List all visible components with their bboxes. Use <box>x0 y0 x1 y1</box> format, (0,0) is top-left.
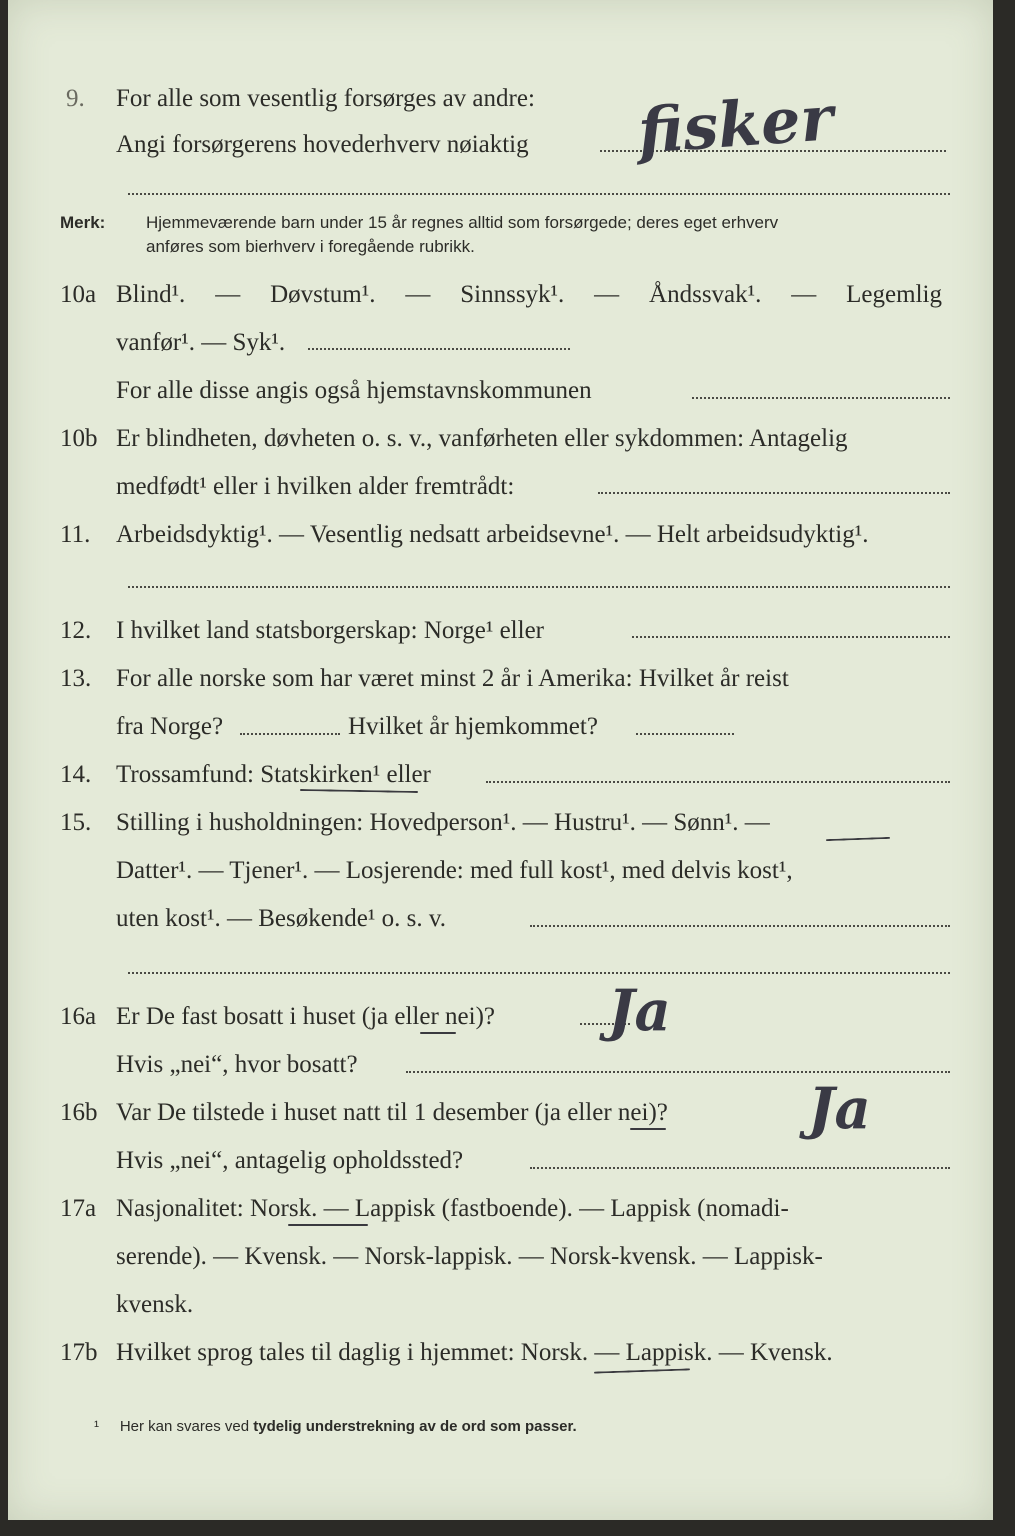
q16b-location-line <box>530 1167 950 1169</box>
norsk-underline-17a <box>288 1224 368 1226</box>
sonn-underline <box>826 837 890 841</box>
q10b-text-2: medfødt¹ eller i hvilken alder fremtrådt: <box>116 473 515 500</box>
q16a-handwritten-answer: Ja <box>608 978 671 1044</box>
q10b-text-1: Er blindheten, døvheten o. s. v., vanførheten eller sykdommen: Antagelig <box>116 425 848 452</box>
option-dovstum: Døvstum¹. <box>270 281 376 308</box>
dash: — <box>215 281 241 308</box>
footnote-text: Her kan svares ved <box>119 1418 250 1435</box>
merk-text-2: anføres som bierhverv i foregående rubrikk. <box>146 237 475 256</box>
q12-answer-line <box>632 636 950 638</box>
q10a-answer-line <box>308 348 570 350</box>
q16a-text-1: Er De fast bosatt i huset (ja eller nei)? <box>116 1003 496 1030</box>
q9-number: 9. <box>66 85 85 112</box>
q10a-text-3: For alle disse angis også hjemstavnskommunen <box>116 377 592 404</box>
q12-number: 12. <box>60 617 92 644</box>
option-legemlig: Legemlig <box>846 281 942 308</box>
ja-underline-16b <box>630 1128 666 1130</box>
q10b-number: 10b <box>60 425 98 452</box>
q15-text-3: uten kost¹. — Besøkende¹ o. s. v. <box>116 905 447 932</box>
q13-return-line <box>636 733 734 735</box>
q13-departure-line <box>240 733 340 735</box>
merk-text-1: Hjemmeværende barn under 15 år regnes alltid som forsørgede; deres eget erhverv <box>146 213 779 232</box>
footnote-mark: ¹ <box>94 1418 99 1435</box>
q15-text-1: Stilling i husholdningen: Hovedperson¹. — Hustru¹. — Sønn¹. — <box>116 809 770 836</box>
q15-number: 15. <box>60 809 92 836</box>
footnote <box>94 1418 577 1435</box>
q17b-text-1: Hvilket sprog tales til daglig i hjemmet: Norsk. — Lappisk. — Kvensk. <box>116 1339 833 1366</box>
q10a-hometown-line <box>692 397 950 399</box>
q15-text-2: Datter¹. — Tjener¹. — Losjerende: med full kost¹, med delvis kost¹, <box>116 857 793 884</box>
q16a-residence-line <box>406 1071 950 1073</box>
census-form-page <box>8 0 993 1520</box>
q17b-number: 17b <box>60 1339 98 1366</box>
q17a-number: 17a <box>60 1195 97 1222</box>
q17a-text-1: Nasjonalitet: Norsk. — Lappisk (fastboende). — Lappisk (nomadi- <box>116 1195 789 1222</box>
q13-number: 13. <box>60 665 92 692</box>
footnote-bold-text: tydelig understrekning av de ord som passer. <box>253 1418 577 1435</box>
norsk-underline-17b <box>594 1368 690 1373</box>
q13-text-1: For alle norske som har været minst 2 år i Amerika: Hvilket år reist <box>116 665 789 692</box>
q13-text-2a: fra Norge? <box>116 713 224 740</box>
merk-label: Merk: <box>60 213 106 232</box>
q16b-handwritten-answer: Ja <box>808 1076 871 1142</box>
option-sinnssyk: Sinnssyk¹. <box>460 281 565 308</box>
q17a-text-2: serende). — Kvensk. — Norsk-lappisk. — Norsk-kvensk. — Lappisk- <box>116 1243 823 1270</box>
q10a-number: 10a <box>60 281 97 308</box>
q14-answer-line <box>486 781 950 783</box>
q14-text-1: Trossamfund: Statskirken¹ eller <box>116 761 431 788</box>
page-edge-shadow <box>993 0 1015 1536</box>
q11-number: 11. <box>60 521 91 548</box>
q15-answer-line <box>530 925 950 927</box>
q16b-number: 16b <box>60 1099 98 1126</box>
q16b-text-1: Var De tilstede i huset natt til 1 desember (ja eller nei)? <box>116 1099 668 1126</box>
q10a-text-2: vanfør¹. — Syk¹. <box>116 329 286 356</box>
q16b-text-2: Hvis „nei“, antagelig opholdssted? <box>116 1147 464 1174</box>
option-andssvak: Åndssvak¹. <box>649 281 762 308</box>
q12-text-1: I hvilket land statsborgerskap: Norge¹ eller <box>116 617 544 644</box>
option-blind: Blind¹. <box>116 281 186 308</box>
q15-extra-line <box>128 972 950 974</box>
ja-underline-16a <box>420 1032 456 1034</box>
q11-answer-line <box>128 586 950 588</box>
q10a-options <box>116 280 942 310</box>
q10b-answer-line <box>598 492 950 494</box>
q16a-number: 16a <box>60 1003 97 1030</box>
q9-text-1: For alle som vesentlig forsørges av andre: <box>116 85 535 112</box>
q11-text-1: Arbeidsdyktig¹. — Vesentlig nedsatt arbeidsevne¹. — Helt arbeidsudyktig¹. <box>116 521 869 548</box>
q9-text-2: Angi forsørgerens hovederhverv nøiaktig <box>116 131 529 158</box>
dash: — <box>594 281 620 308</box>
q9-extra-line <box>128 193 950 195</box>
dash: — <box>405 281 431 308</box>
q17a-text-3: kvensk. <box>116 1291 194 1318</box>
q9-handwritten-answer: fisker <box>635 81 836 168</box>
dash: — <box>791 281 817 308</box>
q16a-text-2: Hvis „nei“, hvor bosatt? <box>116 1051 358 1078</box>
q14-number: 14. <box>60 761 92 788</box>
q13-text-2b: Hvilket år hjemkommet? <box>348 713 598 740</box>
